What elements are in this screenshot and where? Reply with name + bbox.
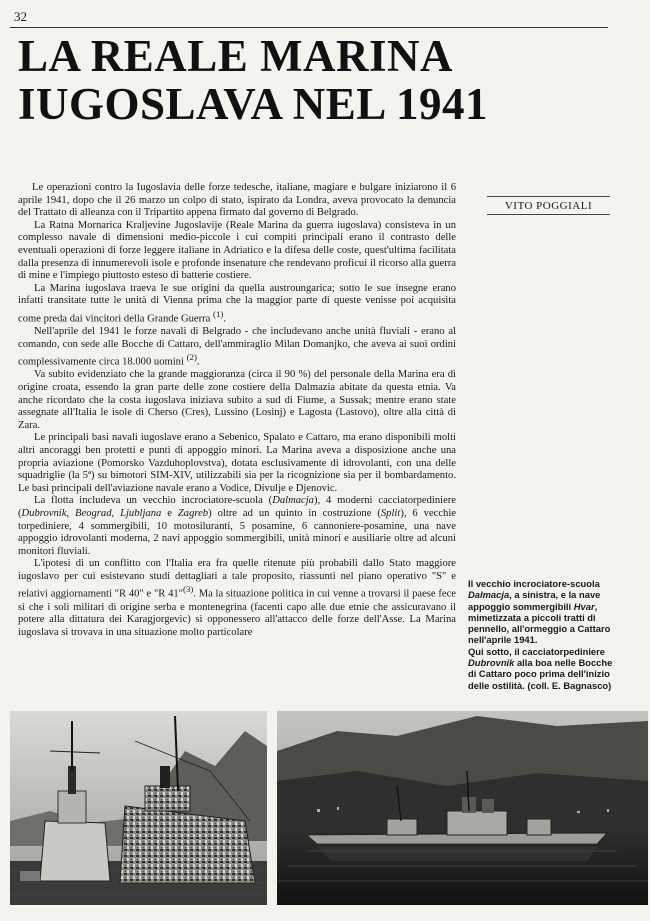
photo-dubrovnik-image (277, 711, 648, 905)
paragraph-6: Le principali basi navali iugoslave erano a Sebenico, Spalato e Cattaro, ma erano disponibili molti altri ancoraggi ben protetti e punti di appoggio minori. La Marina aveva a disposizione anche una propria aviazione (Pomorsko Vazduhoplovstva), dotata esclusivamente di idrovolanti, con una delle squadriglie (la 5ª) su bimotori SIM-XIV, utilizzabili sia per la ricognizione sia per il bombardamento. Le basi principali dell'aviazione navale erano a Vodice, Divulje e Djenovic. (18, 432, 456, 494)
caption-text-5: , mimetizzata a piccoli tratti di pennello, all'ormeggio a Cattaro nell'aprile 1941. (468, 600, 611, 646)
title-line-1: LA REALE MARINA (18, 31, 454, 81)
paragraph-2: La Ratna Mornarica Kraljevine Jugoslavije (Reale Marina da guerra iugoslava) consisteva in un complesso navale di dimensioni medio-piccole i cui compiti principali erano il contrasto delle eventuali operazioni di forze leggere italiane in Adriatico e la difesa delle coste, quest'ultima facilitata dalla presenza di innumerevoli isole e profonde insenature che rendevano proficui il ricorso alla guerra di mine e l'impiego piuttosto esteso di batterie costiere. (18, 219, 456, 282)
paragraph-4-text: Nell'aprile del 1941 le forze navali di Belgrado - che includevano anche unità fluviali - erano al comando, con sede alle Bocche di Cattaro, dell'ammiraglio Milan Domanjko, che aveva ai suoi ordini complessivamente circa 18.000 uomini (18, 326, 456, 368)
p7-part-g: ) oltre ad un quinto in costruzione ( (208, 507, 381, 519)
page-number: 32 (14, 9, 27, 24)
caption-ship-hvar: Hvar (573, 600, 595, 612)
p7-part-i: ), 6 vecchie torpediniere, 4 sommergibili, 10 motosiluranti, 5 posamine, 6 cannoniere-posamine, una nave appoggio idrovolanti moderna, 2 navi appoggio sommergibili, unità minori e ausiliarie oltre ad alcuni monitori fluviali. (18, 507, 457, 557)
paragraph-7 (18, 495, 456, 558)
ship-name-dalmacja: Dalmacja (272, 495, 314, 507)
ship-name-zagreb: Zagreb (177, 507, 209, 519)
caption-ship-dalmacja: Dalmacja (468, 589, 510, 601)
paragraph-4 (18, 326, 456, 369)
caption-text-3: , a sinistra, e la nave appoggio sommergibili (468, 589, 601, 612)
paragraph-4-end: . (196, 356, 200, 368)
caption-ship-dubrovnik: Dubrovnik (468, 657, 515, 669)
ship-names-destroyers: Dubrovnik, Beograd, Ljubljana (21, 507, 162, 519)
p7-part-a: La flotta includeva un vecchio incrociatore-scuola ( (34, 495, 273, 507)
caption-paragraph-1 (468, 578, 618, 646)
author-byline: VITO POGGIALI (487, 196, 610, 215)
p7-part-e: e (161, 507, 178, 519)
paragraph-3 (18, 283, 456, 326)
top-rule (10, 27, 608, 28)
photo-caption (468, 578, 618, 691)
paragraph-3-text: La Marina iugoslava traeva le sue origini da quella austroungarica; sotto le sue insegne erano infatti transitate tutte le unità di Vienna prima che la maggior parte di queste venisse poi acquisita come preda dai vincitori della Grande Guerra (18, 282, 456, 325)
title-line-2: IUGOSLAVA NEL 1941 (18, 79, 489, 129)
ship-name-split: Split (380, 507, 401, 519)
paragraph-8-text: L'ipotesi di un conflitto con l'Italia era fra quelle ritenute più probabili dallo Stato maggiore iugoslavo per cui esistevano studi dettagliati a tale proposito, riassunti nel piano operativo "S" e relativi aggiornamenti "R 40" e "R 41" (18, 558, 456, 600)
footnote-ref-1: (1) (213, 308, 224, 319)
photo-dubrovnik (277, 711, 648, 905)
paragraph-1: Le operazioni contro la Iugoslavia delle forze tedesche, italiane, magiare e bulgare iniziarono il 6 aprile 1941, dopo che il 26 marzo un colpo di stato, ispirato da Londra, aveva provocato la denuncia del Trattato di alleanza con il Tripartito appena firmato dal governo di Belgrado. (18, 182, 456, 219)
article-title (18, 32, 618, 128)
caption-text-1: Il vecchio incrociatore-scuola (468, 578, 600, 589)
photo-dalmacja-hvar (10, 711, 267, 905)
paragraph-8 (18, 558, 456, 639)
p7-part-c: ), 4 moderni cacciatorpediniere ( (18, 495, 456, 519)
caption-paragraph-2 (468, 646, 618, 691)
caption-text-8: alla boa nelle Bocche di Cattaro poco prima dell'inizio delle ostilità. (coll. E. Bagnasco) (468, 657, 613, 691)
photo-dalmacja-hvar-image (10, 711, 267, 905)
caption-text-6: Qui sotto, il cacciatorpediniere (468, 645, 606, 657)
paragraph-3-end: . (223, 313, 226, 325)
footnote-ref-2: (2) (186, 352, 197, 363)
footnote-ref-3: (3) (183, 584, 194, 595)
article-body (18, 182, 456, 639)
paragraph-5: Va subito evidenziato che la grande maggioranza (circa il 90 %) del personale della Marina era di origine croata, essendo la gran parte delle zone costiere della Dalmazia abitate da questa etnia. Va anche ricordato che la costa iugoslava iniziava subito a sud di Fiume, a Sussak; mentre erano state assegnate all'Italia le isole di Cherso (Cres), Lussino (Losinj) e Lagosta (Lastovo), oltre alla città di Zara. (18, 369, 456, 431)
paragraph-8-end: . Ma la situazione politica in cui venne a trovarsi il paese fece sì che i soli militari di origine serba e montenegrina (facenti capo alle due etnie che assicuravano il potere alla dittatura dei Karagjorgevic) si opponessero all'attacco delle forze dell'Asse. La Marina iugoslava si trovava in una situazione molto particolare (18, 589, 456, 638)
